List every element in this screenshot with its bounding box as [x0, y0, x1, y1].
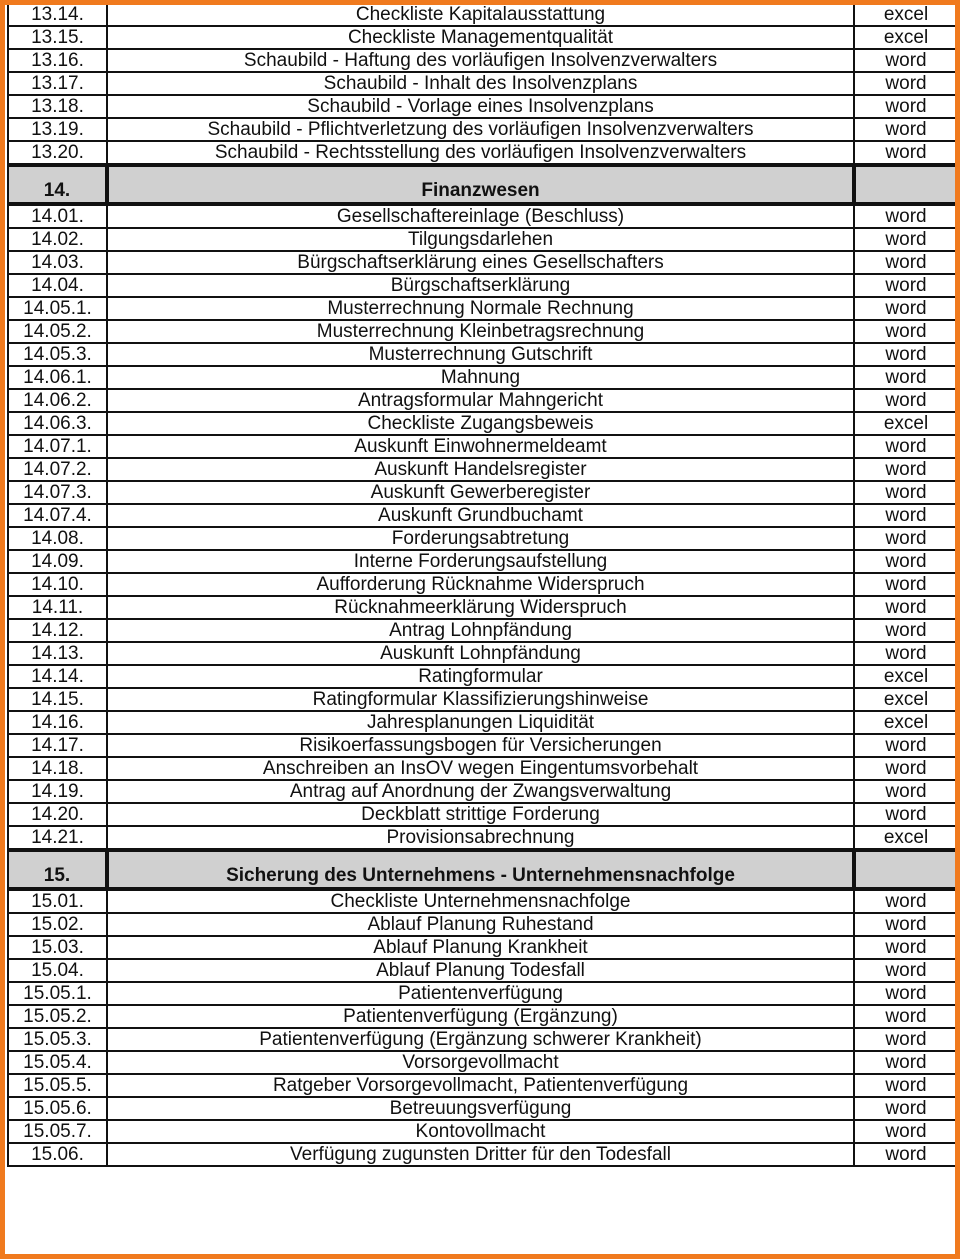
section-header-row [8, 165, 958, 204]
row-title: Aufforderung Rücknahme Widerspruch [107, 573, 854, 596]
table-row [8, 1097, 958, 1120]
row-title: Auskunft Handelsregister [107, 458, 854, 481]
row-title: Antragsformular Mahngericht [107, 389, 854, 412]
row-number: 14.05.2. [8, 320, 107, 343]
row-file-type: word [854, 619, 958, 642]
row-file-type: word [854, 343, 958, 366]
row-title: Checkliste Managementqualität [107, 26, 854, 49]
table-row [8, 596, 958, 619]
row-number: 13.20. [8, 141, 107, 165]
row-number: 14.07.2. [8, 458, 107, 481]
table-row [8, 780, 958, 803]
row-title: Anschreiben an InsOV wegen Eingentumsvorbehalt [107, 757, 854, 780]
row-number: 14.19. [8, 780, 107, 803]
row-number: 14. [8, 165, 107, 204]
table-row [8, 889, 958, 913]
table-row [8, 118, 958, 141]
table-row [8, 204, 958, 228]
row-title: Schaubild - Rechtsstellung des vorläufigen Insolvenzverwalters [107, 141, 854, 165]
table-row [8, 366, 958, 389]
row-title: Kontovollmacht [107, 1120, 854, 1143]
table-row [8, 141, 958, 165]
row-number: 14.04. [8, 274, 107, 297]
row-title: Schaubild - Vorlage eines Insolvenzplans [107, 95, 854, 118]
table-row [8, 435, 958, 458]
table-row [8, 412, 958, 435]
row-number: 15.05.4. [8, 1051, 107, 1074]
row-file-type: word [854, 527, 958, 550]
table-row [8, 757, 958, 780]
table-row [8, 826, 958, 850]
row-file-type: word [854, 458, 958, 481]
table-row [8, 49, 958, 72]
row-file-type: word [854, 1097, 958, 1120]
row-file-type: word [854, 72, 958, 95]
row-number: 13.16. [8, 49, 107, 72]
row-title: Auskunft Einwohnermeldeamt [107, 435, 854, 458]
row-title: Auskunft Gewerberegister [107, 481, 854, 504]
row-file-type: word [854, 204, 958, 228]
row-file-type: excel [854, 826, 958, 850]
row-file-type: word [854, 504, 958, 527]
row-file-type: word [854, 366, 958, 389]
row-number: 14.06.3. [8, 412, 107, 435]
table-row [8, 711, 958, 734]
row-file-type: word [854, 803, 958, 826]
row-title: Antrag auf Anordnung der Zwangsverwaltung [107, 780, 854, 803]
row-title: Tilgungsdarlehen [107, 228, 854, 251]
row-file-type: word [854, 297, 958, 320]
row-number: 13.15. [8, 26, 107, 49]
row-file-type: word [854, 596, 958, 619]
table-row [8, 619, 958, 642]
row-number: 14.10. [8, 573, 107, 596]
table-row [8, 228, 958, 251]
row-file-type: word [854, 889, 958, 913]
row-title: Ratingformular Klassifizierungshinweise [107, 688, 854, 711]
row-number: 14.15. [8, 688, 107, 711]
row-title: Musterrechnung Normale Rechnung [107, 297, 854, 320]
row-title: Bürgschaftserklärung eines Gesellschafters [107, 251, 854, 274]
row-number: 14.09. [8, 550, 107, 573]
row-number: 13.14. [8, 3, 107, 26]
row-title: Bürgschaftserklärung [107, 274, 854, 297]
table-row [8, 982, 958, 1005]
row-file-type: word [854, 141, 958, 165]
row-file-type: word [854, 1028, 958, 1051]
table-row [8, 1120, 958, 1143]
section-header-row [8, 850, 958, 889]
table-row [8, 550, 958, 573]
row-number: 13.19. [8, 118, 107, 141]
row-file-type: word [854, 251, 958, 274]
row-number: 15.05.1. [8, 982, 107, 1005]
row-number: 13.18. [8, 95, 107, 118]
row-number: 15.05.2. [8, 1005, 107, 1028]
row-title: Checkliste Zugangsbeweis [107, 412, 854, 435]
row-number: 15.05.6. [8, 1097, 107, 1120]
row-title: Patientenverfügung (Ergänzung) [107, 1005, 854, 1028]
table-row [8, 734, 958, 757]
table-row [8, 688, 958, 711]
row-file-type: word [854, 913, 958, 936]
table-row [8, 642, 958, 665]
row-title: Interne Forderungsaufstellung [107, 550, 854, 573]
row-file-type: word [854, 573, 958, 596]
row-number: 14.13. [8, 642, 107, 665]
row-file-type: word [854, 780, 958, 803]
row-title: Ratingformular [107, 665, 854, 688]
row-number: 15.03. [8, 936, 107, 959]
row-file-type: excel [854, 711, 958, 734]
document-table [7, 2, 959, 1167]
row-number: 15.05.3. [8, 1028, 107, 1051]
row-title: Ratgeber Vorsorgevollmacht, Patientenverfügung [107, 1074, 854, 1097]
row-title: Deckblatt strittige Forderung [107, 803, 854, 826]
row-number: 14.06.1. [8, 366, 107, 389]
row-file-type: word [854, 734, 958, 757]
row-number: 14.03. [8, 251, 107, 274]
row-title: Rücknahmeerklärung Widerspruch [107, 596, 854, 619]
row-title: Ablauf Planung Ruhestand [107, 913, 854, 936]
table-row [8, 297, 958, 320]
table-row [8, 274, 958, 297]
row-number: 15.05.7. [8, 1120, 107, 1143]
row-title: Vorsorgevollmacht [107, 1051, 854, 1074]
row-file-type: word [854, 435, 958, 458]
row-number: 14.02. [8, 228, 107, 251]
row-file-type: excel [854, 688, 958, 711]
row-file-type: word [854, 1120, 958, 1143]
row-file-type: excel [854, 412, 958, 435]
table-row [8, 95, 958, 118]
table-row [8, 1074, 958, 1097]
table-row [8, 389, 958, 412]
row-number: 14.20. [8, 803, 107, 826]
row-title: Mahnung [107, 366, 854, 389]
table-row [8, 72, 958, 95]
row-number: 14.05.1. [8, 297, 107, 320]
row-title: Provisionsabrechnung [107, 826, 854, 850]
table-row [8, 3, 958, 26]
table-row [8, 665, 958, 688]
row-number: 14.06.2. [8, 389, 107, 412]
row-number: 14.07.3. [8, 481, 107, 504]
table-row [8, 1028, 958, 1051]
row-number: 15.04. [8, 959, 107, 982]
row-number: 14.14. [8, 665, 107, 688]
row-file-type: word [854, 389, 958, 412]
row-title: Risikoerfassungsbogen für Versicherungen [107, 734, 854, 757]
row-number: 14.16. [8, 711, 107, 734]
row-file-type: word [854, 550, 958, 573]
row-number: 14.05.3. [8, 343, 107, 366]
row-file-type [854, 165, 958, 204]
row-file-type: word [854, 95, 958, 118]
row-number: 15. [8, 850, 107, 889]
row-title: Schaubild - Haftung des vorläufigen Insolvenzverwalters [107, 49, 854, 72]
row-file-type: word [854, 757, 958, 780]
row-title: Musterrechnung Kleinbetragsrechnung [107, 320, 854, 343]
table-row [8, 573, 958, 596]
row-number: 15.05.5. [8, 1074, 107, 1097]
table-row [8, 458, 958, 481]
row-number: 14.01. [8, 204, 107, 228]
row-file-type: excel [854, 665, 958, 688]
row-title: Schaubild - Pflichtverletzung des vorläufigen Insolvenzverwalters [107, 118, 854, 141]
row-number: 14.07.1. [8, 435, 107, 458]
row-file-type: word [854, 642, 958, 665]
row-title: Musterrechnung Gutschrift [107, 343, 854, 366]
row-title: Schaubild - Inhalt des Insolvenzplans [107, 72, 854, 95]
table-body [8, 3, 958, 1166]
row-title: Verfügung zugunsten Dritter für den Todesfall [107, 1143, 854, 1166]
row-title: Auskunft Lohnpfändung [107, 642, 854, 665]
row-file-type: word [854, 228, 958, 251]
row-file-type: excel [854, 3, 958, 26]
row-title: Checkliste Unternehmensnachfolge [107, 889, 854, 913]
row-title: Finanzwesen [107, 165, 854, 204]
row-number: 14.11. [8, 596, 107, 619]
row-number: 14.21. [8, 826, 107, 850]
row-title: Gesellschaftereinlage (Beschluss) [107, 204, 854, 228]
table-row [8, 1143, 958, 1166]
row-file-type [854, 850, 958, 889]
row-number: 14.08. [8, 527, 107, 550]
table-row [8, 251, 958, 274]
row-file-type: word [854, 49, 958, 72]
row-title: Patientenverfügung (Ergänzung schwerer Krankheit) [107, 1028, 854, 1051]
row-file-type: word [854, 1074, 958, 1097]
row-number: 14.17. [8, 734, 107, 757]
row-title: Checkliste Kapitalausstattung [107, 3, 854, 26]
table-row [8, 913, 958, 936]
row-number: 14.07.4. [8, 504, 107, 527]
row-number: 15.02. [8, 913, 107, 936]
row-file-type: word [854, 1051, 958, 1074]
row-file-type: word [854, 1143, 958, 1166]
row-title: Jahresplanungen Liquidität [107, 711, 854, 734]
row-file-type: word [854, 936, 958, 959]
row-title: Sicherung des Unternehmens - Unternehmensnachfolge [107, 850, 854, 889]
row-number: 14.12. [8, 619, 107, 642]
table-row [8, 527, 958, 550]
row-file-type: word [854, 481, 958, 504]
row-number: 14.18. [8, 757, 107, 780]
row-title: Betreuungsverfügung [107, 1097, 854, 1120]
table-row [8, 504, 958, 527]
row-number: 15.06. [8, 1143, 107, 1166]
row-file-type: word [854, 320, 958, 343]
row-title: Ablauf Planung Todesfall [107, 959, 854, 982]
row-file-type: excel [854, 26, 958, 49]
table-row [8, 1005, 958, 1028]
row-number: 15.01. [8, 889, 107, 913]
row-file-type: word [854, 982, 958, 1005]
row-title: Patientenverfügung [107, 982, 854, 1005]
table-row [8, 959, 958, 982]
row-title: Antrag Lohnpfändung [107, 619, 854, 642]
table-row [8, 320, 958, 343]
table-row [8, 936, 958, 959]
table-row [8, 1051, 958, 1074]
row-title: Ablauf Planung Krankheit [107, 936, 854, 959]
table-row [8, 481, 958, 504]
table-row [8, 343, 958, 366]
row-file-type: word [854, 118, 958, 141]
row-file-type: word [854, 959, 958, 982]
row-file-type: word [854, 1005, 958, 1028]
table-row [8, 26, 958, 49]
row-title: Forderungsabtretung [107, 527, 854, 550]
row-title: Auskunft Grundbuchamt [107, 504, 854, 527]
table-row [8, 803, 958, 826]
row-file-type: word [854, 274, 958, 297]
row-number: 13.17. [8, 72, 107, 95]
